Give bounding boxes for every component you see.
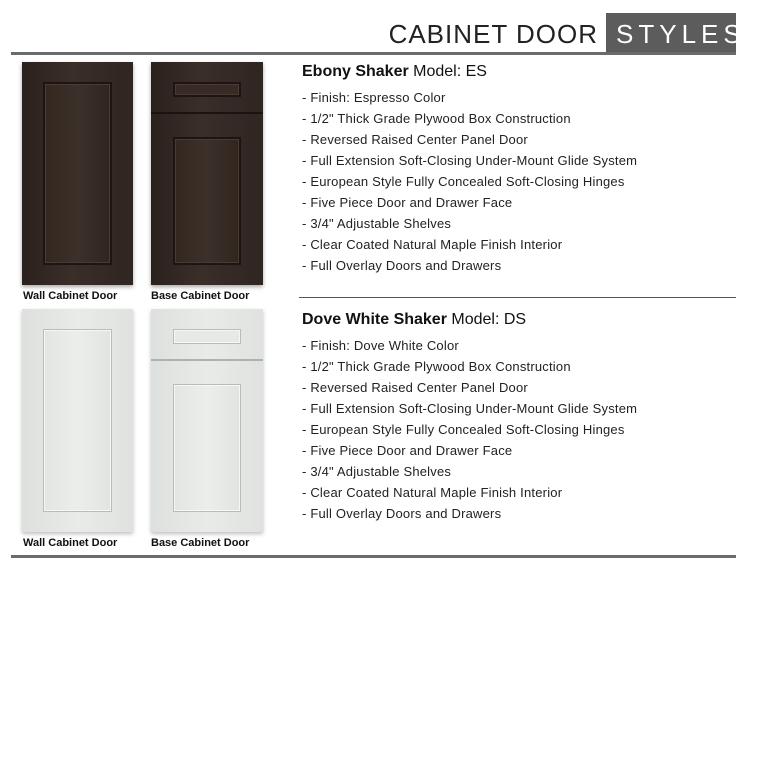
ebony-heading	[302, 62, 742, 82]
list-item: - Finish: Espresso Color	[302, 90, 446, 105]
ebony-wall-door-image	[22, 62, 133, 285]
list-item: - Full Extension Soft-Closing Under-Mount Glide System	[302, 153, 638, 168]
dove-model: Model: DS	[451, 311, 527, 328]
dove-wall-door-panel	[43, 329, 112, 512]
list-item: - 1/2" Thick Grade Plywood Box Construction	[302, 111, 571, 126]
list-item: - 3/4" Adjustable Shelves	[302, 464, 452, 479]
list-item: - European Style Fully Concealed Soft-Closing Hinges	[302, 422, 625, 437]
ebony-model: Model: ES	[413, 63, 487, 80]
ebony-base-drawer-face	[173, 82, 241, 97]
list-item: - Clear Coated Natural Maple Finish Interior	[302, 485, 563, 500]
top-divider	[11, 52, 736, 55]
list-item: - Full Overlay Doors and Drawers	[302, 258, 502, 273]
ebony-base-door-image	[151, 62, 263, 285]
ebony-spec-block	[302, 62, 742, 276]
dove-base-drawer-face	[173, 329, 241, 344]
ebony-product-name: Ebony Shaker	[302, 63, 409, 80]
list-item: - Reversed Raised Center Panel Door	[302, 380, 528, 395]
dove-spec-block	[302, 310, 742, 524]
ebony-base-door-panel	[173, 137, 241, 265]
bottom-divider	[11, 555, 736, 558]
ebony-base-caption: Base Cabinet Door	[151, 290, 250, 302]
dove-wall-door-image	[22, 309, 133, 532]
dove-wall-caption: Wall Cabinet Door	[23, 537, 118, 549]
ebony-base-drawer-rail	[151, 112, 263, 114]
dove-base-caption: Base Cabinet Door	[151, 537, 250, 549]
page-header	[388, 13, 746, 53]
ebony-wall-caption: Wall Cabinet Door	[23, 290, 118, 302]
ebony-wall-door-panel	[43, 82, 112, 265]
list-item: - Reversed Raised Center Panel Door	[302, 132, 528, 147]
dove-product-name: Dove White Shaker	[302, 311, 447, 328]
section-divider	[299, 297, 736, 298]
header-title: CABINET DOOR	[388, 19, 598, 49]
list-item: - Five Piece Door and Drawer Face	[302, 443, 513, 458]
dove-base-door-panel	[173, 384, 241, 512]
list-item: - Full Overlay Doors and Drawers	[302, 506, 502, 521]
header-title-boxed: STYLES	[606, 13, 736, 53]
list-item: - 3/4" Adjustable Shelves	[302, 216, 452, 231]
dove-base-drawer-rail	[151, 359, 263, 361]
dove-heading	[302, 310, 742, 330]
dove-base-door-image	[151, 309, 263, 532]
dove-feature-list	[302, 335, 742, 524]
list-item: - Finish: Dove White Color	[302, 338, 459, 353]
list-item: - European Style Fully Concealed Soft-Closing Hinges	[302, 174, 625, 189]
list-item: - Clear Coated Natural Maple Finish Interior	[302, 237, 563, 252]
ebony-feature-list	[302, 87, 742, 276]
list-item: - 1/2" Thick Grade Plywood Box Construction	[302, 359, 571, 374]
list-item: - Five Piece Door and Drawer Face	[302, 195, 513, 210]
list-item: - Full Extension Soft-Closing Under-Mount Glide System	[302, 401, 638, 416]
